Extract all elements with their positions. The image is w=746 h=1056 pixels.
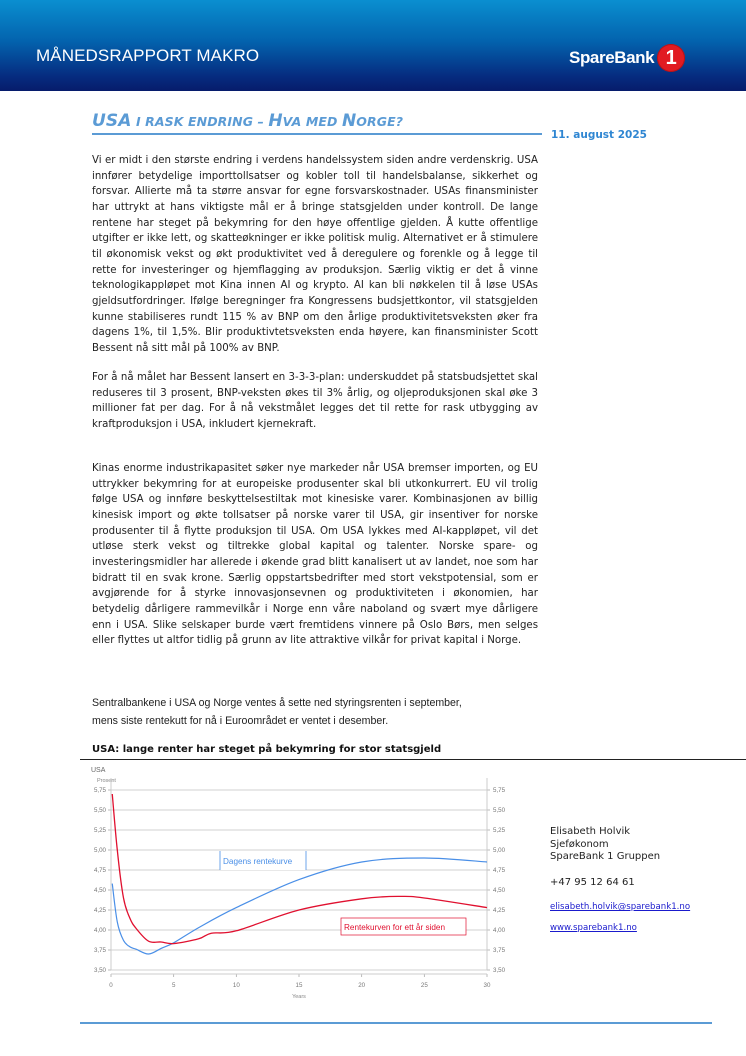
paragraph-4-line-2: mens siste rentekutt for nå i Euroområdet er ventet i desember. (92, 715, 389, 727)
label-rentekurve-ett-ar-siden (341, 918, 466, 935)
y-tick-label-right: 5,50 (493, 807, 506, 814)
x-tick-label: 25 (420, 982, 428, 989)
title-part: H (268, 111, 283, 131)
label-text: Dagens rentekurve (223, 857, 293, 866)
title-part: VA MED (282, 114, 342, 129)
label-dagens-rentekurve (220, 851, 306, 870)
y-axis-label: Prosent (97, 778, 116, 784)
y-tick-label: 5,00 (93, 847, 106, 854)
article-title (92, 111, 403, 131)
x-tick-label: 30 (483, 982, 491, 989)
x-axis (109, 974, 491, 989)
contact-name: Elisabeth Holvik (550, 826, 631, 837)
x-tick-label: 10 (232, 982, 240, 989)
y-tick-label: 4,75 (93, 867, 106, 874)
y-tick-label: 4,00 (93, 927, 106, 934)
y-tick-label-right: 5,00 (493, 847, 506, 854)
y-tick-label-right: 4,50 (493, 887, 506, 894)
y-tick-label-right: 5,75 (493, 787, 506, 794)
y-tick-label: 5,75 (93, 787, 106, 794)
series-line-dagens-rentekurve (112, 858, 487, 954)
logo-wordmark: SpareBank (569, 48, 655, 67)
chart-title: USA: lange renter har steget på bekymring for stor statsgjeld (92, 744, 442, 755)
y-tick-label-right: 4,75 (493, 867, 506, 874)
y-tick-label-right: 4,25 (493, 907, 506, 914)
title-part: USA (92, 111, 132, 131)
logo-one-icon: 1 (657, 44, 685, 72)
label-text: Rentekurven for ett år siden (344, 923, 446, 932)
y-tick-label: 5,50 (93, 807, 106, 814)
footer-divider (80, 1022, 712, 1024)
report-series-title: MÅNEDSRAPPORT MAKRO (36, 46, 260, 65)
chart-subtitle: USA (91, 767, 106, 774)
contact-role: Sjeføkonom (550, 838, 609, 850)
y-tick-label-right: 4,00 (493, 927, 506, 934)
report-header (0, 0, 746, 91)
sparebank1-logo (569, 44, 685, 72)
title-part: I RASK ENDRING – (131, 114, 269, 129)
paragraph-4 (92, 694, 538, 730)
x-tick-label: 20 (358, 982, 366, 989)
y-tick-label: 4,25 (93, 907, 106, 914)
paragraph-3: Kinas enorme industrikapasitet søker nye markeder når USA bremser importen, og EU uttrykker bekymring for at europeiske produsenter skal bli utkonkurrert. EU vil trolig følge USA og innføre beskyttelsestiltak mot kinesiske varer. Kombinasjonen av billig kinesisk import og økte tollsatser på norske varer til USA, gir insentiver for norske produsenter til å flytte produksjon til USA. Om USA lykkes med AI-kappløpet, vil det utløse sterk vekst og tiltrekke global kapital og talenter. Norske spare- og investeringsmidler har allerede i økende grad blitt kanalisert ut av landet, noe som har bidratt til en svak krone. Særlig oppstartsbedrifter med stort vekstpotensial, som er avgjørende for å styrke innovasjonsevnen og produktiviteten i økonomien, har betydelig dårligere rammevilkår i Norge enn våre naboland og svært mye dårligere enn i USA. Slike selskaper burde vært fremtidens vinnere på Oslo Børs, men selges eller flyttes ut altfor tidlig på grunn av lite attraktive vilkår for privat kapital i Norge. (92, 463, 538, 647)
y-tick-label: 3,75 (93, 947, 106, 954)
paragraph-2: For å nå målet har Bessent lansert en 3-3-3-plan: underskuddet på statsbudsjettet skal reduseres til 3 prosent, BNP-veksten økes til 3% årlig, og oljeproduksjonen skal øke 3 millioner fat per dag. For å nå vekstmålet legges det til rette for rask utbygging av kraftproduksjon i USA, inkludert kjernekraft. (92, 372, 538, 430)
paragraph-4-line-1: Sentralbankene i USA og Norge ventes å sette ned styringsrenten i september, (92, 697, 462, 709)
y-tick-label: 4,50 (93, 887, 106, 894)
y-tick-label-right: 3,75 (493, 947, 506, 954)
paragraph-1: Vi er midt i den største endring i verdens handelssystem siden andre verdenskrig. USA innfører betydelige importtollsatser og kobler toll til handelsbalanse, sikkerhet og forsvar. Allierte må ta større ansvar for egne forsvarskostnader. USAs finansminister har uttrykt at hans viktigste mål er å bringe statsgjelden under kontroll. De lange rentene har steget på bekymring for den høye offentlige gjelden. Å kutte offentlige utgifter er ikke lett, og skatteøkninger er ikke politisk mulig. Alternativet er å stimulere til økonomisk vekst og økt produktivitet ved å deregulere og forenkle og å legge til rette for investeringer og hjemflagging av produksjon. Særlig viktig er det å vinne teknologikappløpet mot Kina innen AI og krypto. AI kan bli nøkkelen til å løse USAs gjeldsutfordringer. Ifølge beregninger fra Kongressens budsjettkontor, vil statsgjelden kunne stabiliseres rundt 115 % av BNP om den årlige produktivitetsveksten øker fra dagens 1%, til 1,5%. Blir produktivtetsveksten enda høyere, kan finansminister Scott Bessent nå sitt mål på 100% av BNP. (92, 155, 538, 354)
title-part: N (341, 111, 357, 131)
x-tick-label: 5 (171, 982, 176, 989)
contact-phone: +47 95 12 64 61 (550, 876, 635, 888)
x-tick-label: 15 (295, 982, 303, 989)
y-tick-label: 3,50 (93, 967, 106, 974)
contact-info (550, 826, 690, 934)
y-axis-left (94, 787, 111, 974)
title-divider (92, 133, 542, 135)
x-axis-label: Years (292, 994, 306, 1000)
contact-company: SpareBank 1 Gruppen (550, 851, 661, 862)
y-tick-label: 5,25 (93, 827, 106, 834)
y-tick-label-right: 5,25 (493, 827, 506, 834)
contact-email-link[interactable]: elisabeth.holvik@sparebank1.no (550, 902, 691, 912)
report-date: 11. august 2025 (551, 129, 647, 141)
x-tick-label: 0 (109, 982, 113, 989)
y-axis-right (487, 787, 506, 974)
yield-curve-chart (80, 760, 520, 1005)
y-tick-label-right: 3,50 (493, 967, 506, 974)
title-part: ORGE? (356, 114, 404, 129)
website-link[interactable]: www.sparebank1.no (550, 922, 637, 933)
